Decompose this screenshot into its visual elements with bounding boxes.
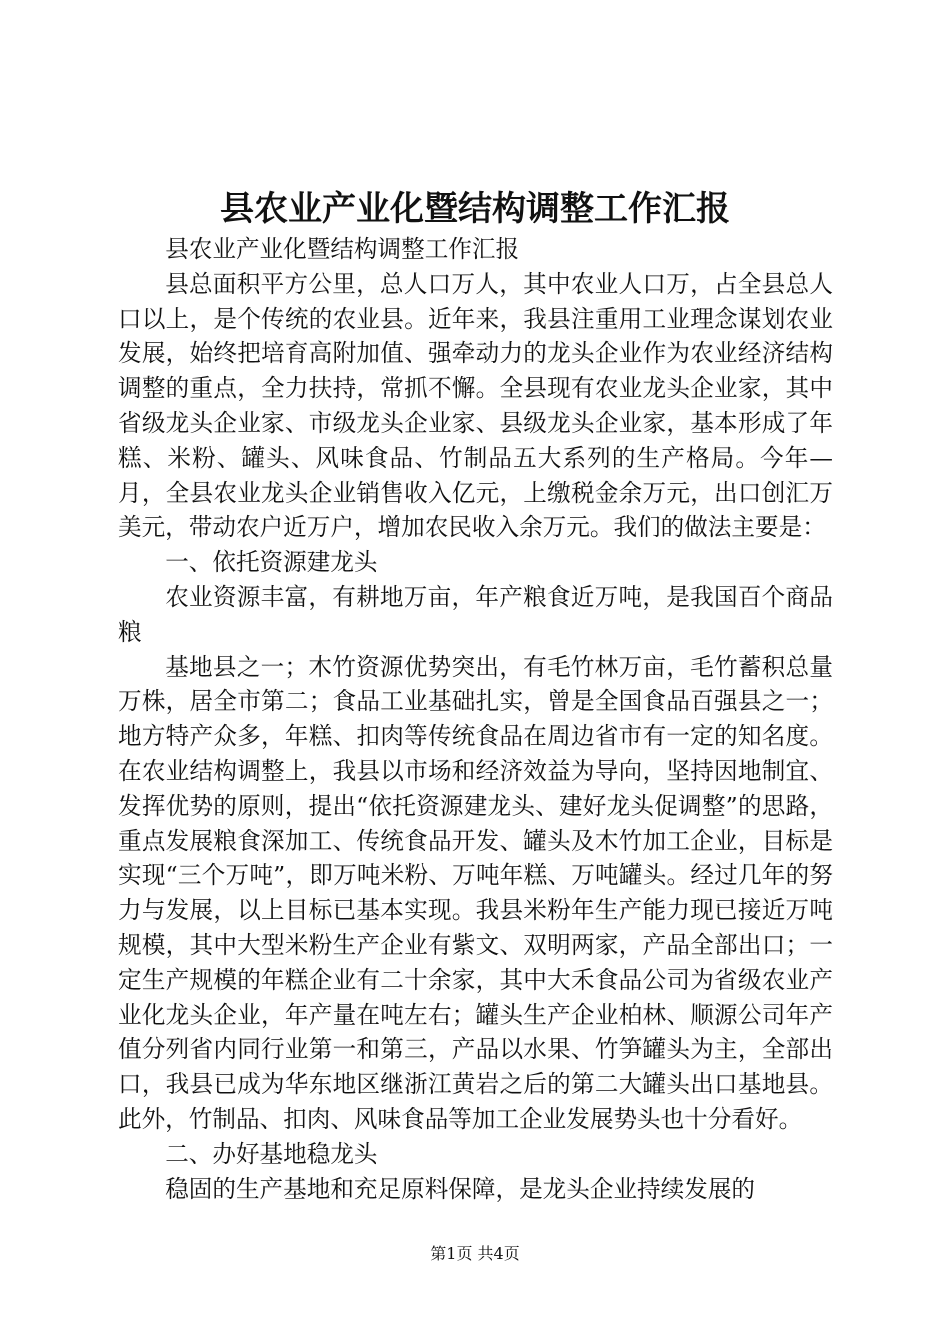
page-number-footer: 第1页 共4页 xyxy=(430,1244,520,1263)
section-heading-1: 一、依托资源建龙头 xyxy=(165,548,378,577)
body-paragraph-production-base: 稳固的生产基地和充足原料保障，是龙头企业持续发展的 xyxy=(165,1174,756,1203)
body-paragraph-intro: 县总面积平方公里，总人口万人，其中农业人口万，占全县总人口以上，是个传统的农业县。近年来，我县注重用工业理念谋划农业发展，始终把培育高附加值、强牵动力的龙头企业作为农业经济结构调整的重点，全力扶持，常抓不懈。全县现有农业龙头企业家，其中省级龙头企业家、市级龙头企业家、县级龙头企业家，基本形成了年糕、米粉、罐头、风味食品、竹制品五大系列的生产格局。今年—月，全县农业龙头企业销售收入亿元，上缴税金余万元，出口创汇万美元，带动农户近万户，增加农民收入余万元。我们的做法主要是： xyxy=(118,269,833,542)
body-paragraph-resources: 农业资源丰富，有耕地万亩，年产粮食近万吨，是我国百个商品粮 xyxy=(118,582,833,646)
document-body xyxy=(118,232,833,1206)
document-title: 县农业产业化暨结构调整工作汇报 xyxy=(220,189,730,229)
section-heading-2: 二、办好基地稳龙头 xyxy=(165,1139,378,1168)
body-paragraph-base: 基地县之一；木竹资源优势突出，有毛竹林万亩，毛竹蓄积总量万株，居全市第二；食品工业基础扎实，曾是全国食品百强县之一；地方特产众多，年糕、扣肉等传统食品在周边省市有一定的知名度。在农业结构调整上，我县以市场和经济效益为导向，坚持因地制宜、发挥优势的原则，提出“依托资源建龙头、建好龙头促调整”的思路，重点发展粮食深加工、传统食品开发、罐头及木竹加工企业，目标是实现“三个万吨”，即万吨米粉、万吨年糕、万吨罐头。经过几年的努力与发展，以上目标已基本实现。我县米粉年生产能力现已接近万吨规模，其中大型米粉生产企业有紫文、双明两家，产品全部出口；一定生产规模的年糕企业有二十余家，其中大禾食品公司为省级农业产业化龙头企业，年产量在吨左右；罐头生产企业柏林、顺源公司年产值分列省内同行业第一和第三，产品以水果、竹笋罐头为主，全部出口，我县已成为华东地区继浙江黄岩之后的第二大罐头出口基地县。此外，竹制品、扣肉、风味食品等加工企业发展势头也十分看好。 xyxy=(118,652,833,1133)
body-paragraph-heading: 县农业产业化暨结构调整工作汇报 xyxy=(165,235,520,263)
